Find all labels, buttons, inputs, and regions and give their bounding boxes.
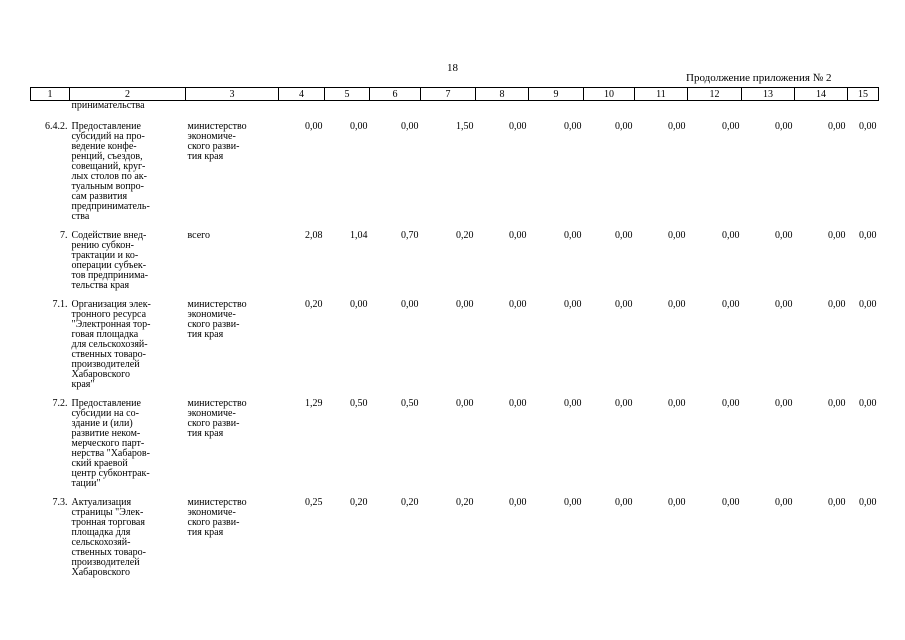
continuation-note: Продолжение приложения № 2 xyxy=(686,72,832,84)
row-value-col-13: 0,00 xyxy=(775,121,793,132)
table-row xyxy=(31,392,879,491)
row-value-col-13: 0,00 xyxy=(775,299,793,310)
row-code: 7.2. xyxy=(52,398,68,409)
row-value-col-5: 0,20 xyxy=(350,497,368,508)
page-number: 18 xyxy=(447,62,458,74)
row-value-col-9: 0,00 xyxy=(564,299,582,310)
row-executor: министерство экономиче- ского разви- тия края xyxy=(187,497,247,538)
row-value-col-9: 0,00 xyxy=(564,121,582,132)
column-header: 4 xyxy=(279,88,325,101)
row-value-col-6: 0,00 xyxy=(401,299,419,310)
column-header: 7 xyxy=(421,88,476,101)
column-header: 14 xyxy=(795,88,848,101)
row-value-col-6: 0,00 xyxy=(401,121,419,132)
row-value-col-11: 0,00 xyxy=(668,398,686,409)
row-value-col-7: 0,20 xyxy=(456,230,474,241)
row-value-col-10: 0,00 xyxy=(615,497,633,508)
table-row xyxy=(31,224,879,293)
row-value-col-10: 0,00 xyxy=(615,398,633,409)
row-value-col-5: 1,04 xyxy=(350,230,368,241)
row-value-col-14: 0,00 xyxy=(828,121,846,132)
row-value-col-14: 0,00 xyxy=(828,299,846,310)
row-value-col-15: 0,00 xyxy=(859,398,877,409)
row-value-col-4: 0,00 xyxy=(305,121,323,132)
row-value-col-12: 0,00 xyxy=(722,299,740,310)
table-row xyxy=(31,293,879,392)
row-value-col-13: 0,00 xyxy=(775,497,793,508)
row-executor: всего xyxy=(187,230,211,241)
row-name: Актуализация страницы "Элек- тронная торговая площадка для сельскохозяй- ственных товаро- производителей Хабаровского xyxy=(71,497,146,578)
row-value-col-12: 0,00 xyxy=(722,398,740,409)
row-value-col-6: 0,70 xyxy=(401,230,419,241)
row-value-col-8: 0,00 xyxy=(509,299,527,310)
column-header: 15 xyxy=(848,88,879,101)
column-header: 1 xyxy=(31,88,70,101)
carryover-text: принимательства xyxy=(71,100,145,111)
column-header: 2 xyxy=(70,88,186,101)
row-value-col-14: 0,00 xyxy=(828,230,846,241)
row-value-col-15: 0,00 xyxy=(859,230,877,241)
header-row xyxy=(31,88,879,101)
row-value-col-8: 0,00 xyxy=(509,230,527,241)
row-value-col-7: 0,00 xyxy=(456,398,474,409)
row-value-col-6: 0,20 xyxy=(401,497,419,508)
row-value-col-4: 0,25 xyxy=(305,497,323,508)
row-value-col-4: 1,29 xyxy=(305,398,323,409)
row-value-col-12: 0,00 xyxy=(722,230,740,241)
row-code: 7.3. xyxy=(52,497,68,508)
row-value-col-15: 0,00 xyxy=(859,497,877,508)
row-value-col-11: 0,00 xyxy=(668,497,686,508)
row-value-col-12: 0,00 xyxy=(722,497,740,508)
row-value-col-11: 0,00 xyxy=(668,121,686,132)
row-value-col-4: 2,08 xyxy=(305,230,323,241)
row-value-col-4: 0,20 xyxy=(305,299,323,310)
row-name: Предоставление субсидии на со- здание и (или) развитие неком- мерческого парт- нерства "Хабаров- ский краевой центр субконтрак- тации" xyxy=(71,398,150,489)
row-value-col-9: 0,00 xyxy=(564,497,582,508)
column-header: 13 xyxy=(742,88,795,101)
row-value-col-10: 0,00 xyxy=(615,299,633,310)
row-executor: министерство экономиче- ского разви- тия края xyxy=(187,121,247,162)
row-executor: министерство экономиче- ского разви- тия края xyxy=(187,299,247,340)
row-value-col-8: 0,00 xyxy=(509,497,527,508)
row-value-col-15: 0,00 xyxy=(859,121,877,132)
column-header: 12 xyxy=(688,88,742,101)
row-executor: министерство экономиче- ского разви- тия края xyxy=(187,398,247,439)
column-header: 11 xyxy=(635,88,688,101)
row-value-col-5: 0,50 xyxy=(350,398,368,409)
row-code: 7.1. xyxy=(52,299,68,310)
row-value-col-12: 0,00 xyxy=(722,121,740,132)
row-value-col-13: 0,00 xyxy=(775,398,793,409)
row-value-col-10: 0,00 xyxy=(615,230,633,241)
row-value-col-5: 0,00 xyxy=(350,121,368,132)
row-value-col-9: 0,00 xyxy=(564,398,582,409)
row-value-col-9: 0,00 xyxy=(564,230,582,241)
row-value-col-6: 0,50 xyxy=(401,398,419,409)
row-value-col-15: 0,00 xyxy=(859,299,877,310)
column-header: 10 xyxy=(584,88,635,101)
row-code: 7. xyxy=(60,230,68,241)
table-row xyxy=(31,115,879,224)
column-header: 5 xyxy=(325,88,370,101)
row-value-col-14: 0,00 xyxy=(828,398,846,409)
row-value-col-7: 0,00 xyxy=(456,299,474,310)
column-header: 3 xyxy=(186,88,279,101)
row-value-col-11: 0,00 xyxy=(668,299,686,310)
appendix-table xyxy=(30,87,879,580)
row-value-col-10: 0,00 xyxy=(615,121,633,132)
row-name: Предоставление субсидий на про- ведение конфе- ренций, съездов, совещаний, круг- лых столов по ак- туальным вопро- сам развития предприниматель- ства xyxy=(71,121,150,222)
row-value-col-8: 0,00 xyxy=(509,121,527,132)
row-name: Организация элек- тронного ресурса "Электронная тор- говая площадка для сельскохозяй- ственных товаро- производителей Хабаровского края" xyxy=(71,299,151,390)
row-value-col-5: 0,00 xyxy=(350,299,368,310)
column-header: 8 xyxy=(476,88,529,101)
row-value-col-14: 0,00 xyxy=(828,497,846,508)
column-header: 6 xyxy=(370,88,421,101)
row-value-col-7: 1,50 xyxy=(456,121,474,132)
row-code: 6.4.2. xyxy=(45,121,68,132)
row-value-col-8: 0,00 xyxy=(509,398,527,409)
carryover-row xyxy=(31,101,879,116)
row-value-col-11: 0,00 xyxy=(668,230,686,241)
column-header: 9 xyxy=(529,88,584,101)
row-value-col-13: 0,00 xyxy=(775,230,793,241)
row-value-col-7: 0,20 xyxy=(456,497,474,508)
row-name: Содействие внед- рению субкон- трактации и ко- операции субъек- тов предпринима- тельства края xyxy=(71,230,149,291)
table-row xyxy=(31,491,879,580)
